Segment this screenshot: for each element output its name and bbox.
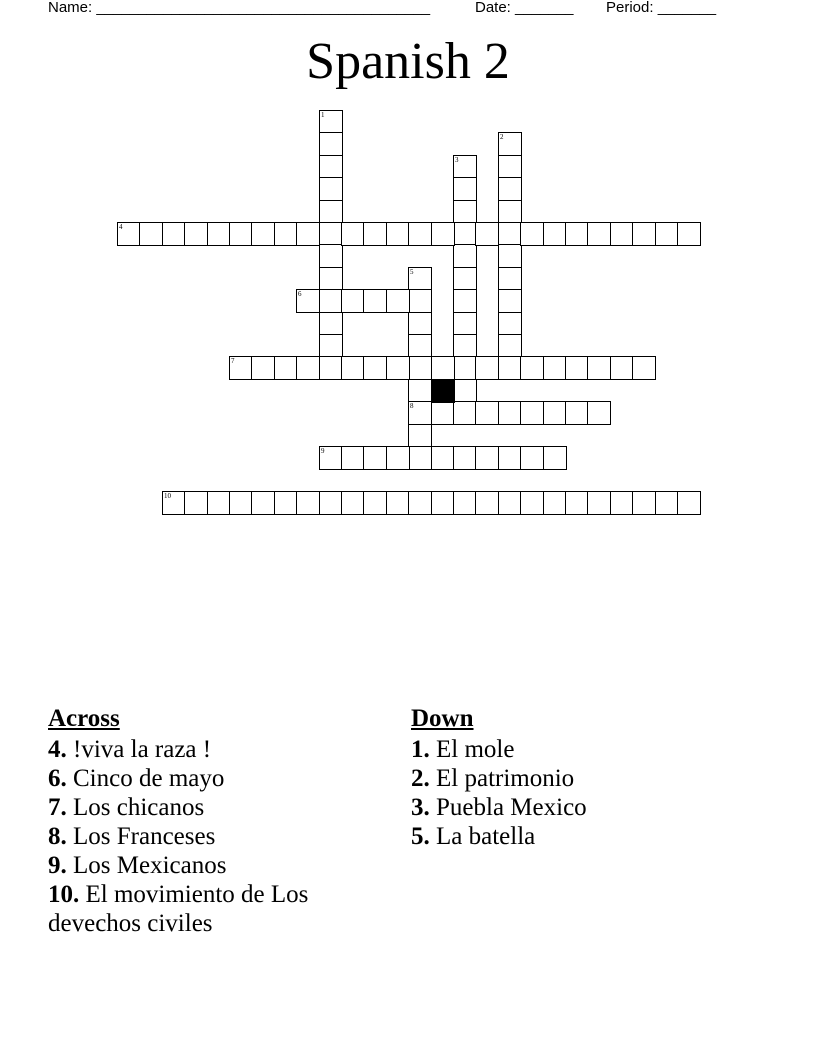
across-clue xyxy=(48,793,378,822)
crossword-cell[interactable] xyxy=(431,356,455,380)
across-clues xyxy=(48,703,378,938)
crossword-cell[interactable] xyxy=(520,401,544,425)
crossword-cell[interactable] xyxy=(453,200,477,224)
crossword-cell[interactable] xyxy=(453,312,477,336)
clue-number: 1. xyxy=(411,736,430,763)
crossword-cell[interactable] xyxy=(408,424,432,448)
clue-number: 10. xyxy=(48,881,80,908)
crossword-cell[interactable] xyxy=(363,289,387,313)
across-clue-list xyxy=(48,735,378,938)
crossword-cell[interactable] xyxy=(453,244,477,268)
period-label: Period: xyxy=(606,0,654,16)
crossword-cell[interactable] xyxy=(565,401,589,425)
crossword-cell[interactable] xyxy=(453,491,477,515)
cell-number: 1 xyxy=(321,111,325,119)
crossword-cell[interactable] xyxy=(341,491,365,515)
crossword-cell[interactable] xyxy=(565,222,589,246)
crossword-cell[interactable] xyxy=(498,222,522,246)
crossword-cell[interactable] xyxy=(274,356,298,380)
crossword-cell[interactable] xyxy=(319,244,343,268)
cell-number: 6 xyxy=(298,290,302,298)
crossword-cell[interactable] xyxy=(363,222,387,246)
crossword-cell[interactable] xyxy=(453,155,477,179)
crossword-cell[interactable] xyxy=(543,356,567,380)
name-label: Name: xyxy=(48,0,93,16)
crossword-cell[interactable] xyxy=(475,446,499,470)
crossword-cell[interactable] xyxy=(453,177,477,201)
crossword-cell[interactable] xyxy=(408,222,432,246)
crossword-cell[interactable] xyxy=(498,289,522,313)
cell-number: 4 xyxy=(119,223,123,231)
crossword-cell[interactable] xyxy=(677,491,701,515)
crossword-cell[interactable] xyxy=(408,334,432,358)
crossword-cell[interactable] xyxy=(587,491,611,515)
across-heading: Across xyxy=(48,705,120,732)
crossword-cell[interactable] xyxy=(319,110,343,134)
cell-number: 2 xyxy=(500,133,504,141)
crossword-cell[interactable] xyxy=(475,401,499,425)
crossword-block xyxy=(431,379,455,403)
crossword-cell[interactable] xyxy=(431,222,455,246)
date-blank: _______ xyxy=(515,0,574,16)
crossword-cell[interactable] xyxy=(408,446,432,470)
crossword-cell[interactable] xyxy=(543,401,567,425)
clue-text: El patrimonio xyxy=(436,765,575,792)
crossword-cell[interactable] xyxy=(207,491,231,515)
crossword-cell[interactable] xyxy=(386,356,410,380)
crossword-cell[interactable] xyxy=(453,356,477,380)
crossword-cell[interactable] xyxy=(475,491,499,515)
clue-text: Los chicanos xyxy=(73,794,205,821)
clue-text: Puebla Mexico xyxy=(436,794,587,821)
crossword-cell[interactable] xyxy=(453,446,477,470)
across-clue xyxy=(48,851,378,880)
crossword-cell[interactable] xyxy=(498,244,522,268)
clue-number: 3. xyxy=(411,794,430,821)
name-blank: ________________________________________ xyxy=(96,0,431,16)
crossword-cell[interactable] xyxy=(431,491,455,515)
crossword-cell[interactable] xyxy=(408,356,432,380)
crossword-cell[interactable] xyxy=(632,491,656,515)
clue-text: Cinco de mayo xyxy=(73,765,225,792)
crossword-cell[interactable] xyxy=(498,446,522,470)
crossword-cell[interactable] xyxy=(319,312,343,336)
crossword-cell[interactable] xyxy=(139,222,163,246)
crossword-cell[interactable] xyxy=(520,446,544,470)
crossword-cell[interactable] xyxy=(498,334,522,358)
crossword-cell[interactable] xyxy=(274,222,298,246)
crossword-cell[interactable] xyxy=(610,222,634,246)
across-clue xyxy=(48,880,378,938)
crossword-cell[interactable] xyxy=(319,222,343,246)
crossword-cell[interactable] xyxy=(251,491,275,515)
crossword-cell[interactable] xyxy=(453,289,477,313)
crossword-cell[interactable] xyxy=(319,491,343,515)
crossword-cell[interactable] xyxy=(565,491,589,515)
crossword-cell[interactable] xyxy=(363,491,387,515)
crossword-cell[interactable] xyxy=(363,356,387,380)
crossword-cell[interactable] xyxy=(520,222,544,246)
crossword-cell[interactable] xyxy=(543,222,567,246)
down-clue-list xyxy=(411,735,741,851)
crossword-cell[interactable] xyxy=(251,356,275,380)
cell-number: 3 xyxy=(455,156,459,164)
crossword-cell[interactable] xyxy=(341,446,365,470)
clue-number: 8. xyxy=(48,823,67,850)
crossword-cell[interactable] xyxy=(296,222,320,246)
crossword-cell[interactable] xyxy=(408,491,432,515)
clue-number: 4. xyxy=(48,736,67,763)
clue-number: 5. xyxy=(411,823,430,850)
crossword-cell[interactable] xyxy=(498,491,522,515)
clue-number: 7. xyxy=(48,794,67,821)
crossword-cell[interactable] xyxy=(408,379,432,403)
crossword-cell[interactable] xyxy=(498,401,522,425)
crossword-cell[interactable] xyxy=(431,401,455,425)
crossword-cell[interactable] xyxy=(610,491,634,515)
clue-text: La batella xyxy=(436,823,536,850)
crossword-cell[interactable] xyxy=(587,356,611,380)
crossword-cell[interactable] xyxy=(386,491,410,515)
crossword-cell[interactable] xyxy=(319,289,343,313)
crossword-cell[interactable] xyxy=(319,334,343,358)
crossword-cell[interactable] xyxy=(162,491,186,515)
crossword-cell[interactable] xyxy=(386,222,410,246)
crossword-cell[interactable] xyxy=(341,289,365,313)
crossword-cell[interactable] xyxy=(498,312,522,336)
crossword-cell[interactable] xyxy=(319,200,343,224)
crossword-cell[interactable] xyxy=(475,222,499,246)
down-heading: Down xyxy=(411,705,474,732)
crossword-cell[interactable] xyxy=(453,334,477,358)
clue-text: El movimiento de Los devechos civiles xyxy=(48,881,309,937)
crossword-cell[interactable] xyxy=(632,222,656,246)
crossword-cell[interactable] xyxy=(319,132,343,156)
crossword-cell[interactable] xyxy=(296,356,320,380)
crossword-cell[interactable] xyxy=(610,356,634,380)
crossword-cell[interactable] xyxy=(207,222,231,246)
clue-text: !viva la raza ! xyxy=(73,736,212,763)
clue-number: 2. xyxy=(411,765,430,792)
crossword-cell[interactable] xyxy=(274,491,298,515)
crossword-cell[interactable] xyxy=(319,446,343,470)
crossword-cell[interactable] xyxy=(363,446,387,470)
crossword-cell[interactable] xyxy=(498,177,522,201)
crossword-cell[interactable] xyxy=(319,356,343,380)
crossword-cell[interactable] xyxy=(184,222,208,246)
crossword-cell[interactable] xyxy=(498,356,522,380)
crossword-cell[interactable] xyxy=(587,222,611,246)
clue-number: 6. xyxy=(48,765,67,792)
crossword-cell[interactable] xyxy=(319,267,343,291)
down-clue xyxy=(411,822,741,851)
cell-number: 7 xyxy=(231,357,235,365)
crossword-cell[interactable] xyxy=(565,356,589,380)
crossword-cell[interactable] xyxy=(587,401,611,425)
crossword-cell[interactable] xyxy=(229,491,253,515)
clue-text: El mole xyxy=(436,736,515,763)
page-title: Spanish 2 xyxy=(306,33,510,90)
crossword-cell[interactable] xyxy=(229,222,253,246)
cell-number: 10 xyxy=(164,492,171,500)
crossword-cell[interactable] xyxy=(341,222,365,246)
crossword-cell[interactable] xyxy=(453,267,477,291)
crossword-cell[interactable] xyxy=(453,401,477,425)
crossword-cell[interactable] xyxy=(408,312,432,336)
cell-number: 8 xyxy=(410,402,414,410)
crossword-cell[interactable] xyxy=(386,289,410,313)
crossword-cell[interactable] xyxy=(498,267,522,291)
crossword-cell[interactable] xyxy=(520,491,544,515)
clue-number: 9. xyxy=(48,852,67,879)
crossword-cell[interactable] xyxy=(498,155,522,179)
crossword-cell[interactable] xyxy=(341,356,365,380)
clue-text: Los Franceses xyxy=(73,823,216,850)
crossword-cell[interactable] xyxy=(453,379,477,403)
crossword-cell[interactable] xyxy=(408,401,432,425)
crossword-cell[interactable] xyxy=(408,267,432,291)
crossword-cell[interactable] xyxy=(296,289,320,313)
crossword-cell[interactable] xyxy=(655,491,679,515)
crossword-cell[interactable] xyxy=(229,356,253,380)
crossword-cell[interactable] xyxy=(408,289,432,313)
crossword-cell[interactable] xyxy=(251,222,275,246)
crossword-cell[interactable] xyxy=(117,222,141,246)
down-clues xyxy=(411,703,741,851)
crossword-cell[interactable] xyxy=(632,356,656,380)
across-clue xyxy=(48,822,378,851)
crossword-cell[interactable] xyxy=(475,356,499,380)
crossword-cell[interactable] xyxy=(498,132,522,156)
crossword-cell[interactable] xyxy=(319,177,343,201)
crossword-cell[interactable] xyxy=(319,155,343,179)
down-clue xyxy=(411,764,741,793)
crossword-cell[interactable] xyxy=(184,491,208,515)
period-blank: _______ xyxy=(657,0,717,16)
crossword-cell[interactable] xyxy=(296,491,320,515)
crossword-cell[interactable] xyxy=(453,222,477,246)
cell-number: 9 xyxy=(321,447,325,455)
crossword-cell[interactable] xyxy=(543,491,567,515)
crossword-cell[interactable] xyxy=(431,446,455,470)
date-label: Date: xyxy=(475,0,511,16)
across-clue xyxy=(48,764,378,793)
down-clue xyxy=(411,735,741,764)
crossword-cell[interactable] xyxy=(386,446,410,470)
down-clue xyxy=(411,793,741,822)
clue-text: Los Mexicanos xyxy=(73,852,227,879)
crossword-cell[interactable] xyxy=(520,356,544,380)
crossword-cell[interactable] xyxy=(162,222,186,246)
cell-number: 5 xyxy=(410,268,414,276)
crossword-cell[interactable] xyxy=(498,200,522,224)
crossword-cell[interactable] xyxy=(655,222,679,246)
crossword-cell[interactable] xyxy=(543,446,567,470)
crossword-cell[interactable] xyxy=(677,222,701,246)
across-clue xyxy=(48,735,378,764)
